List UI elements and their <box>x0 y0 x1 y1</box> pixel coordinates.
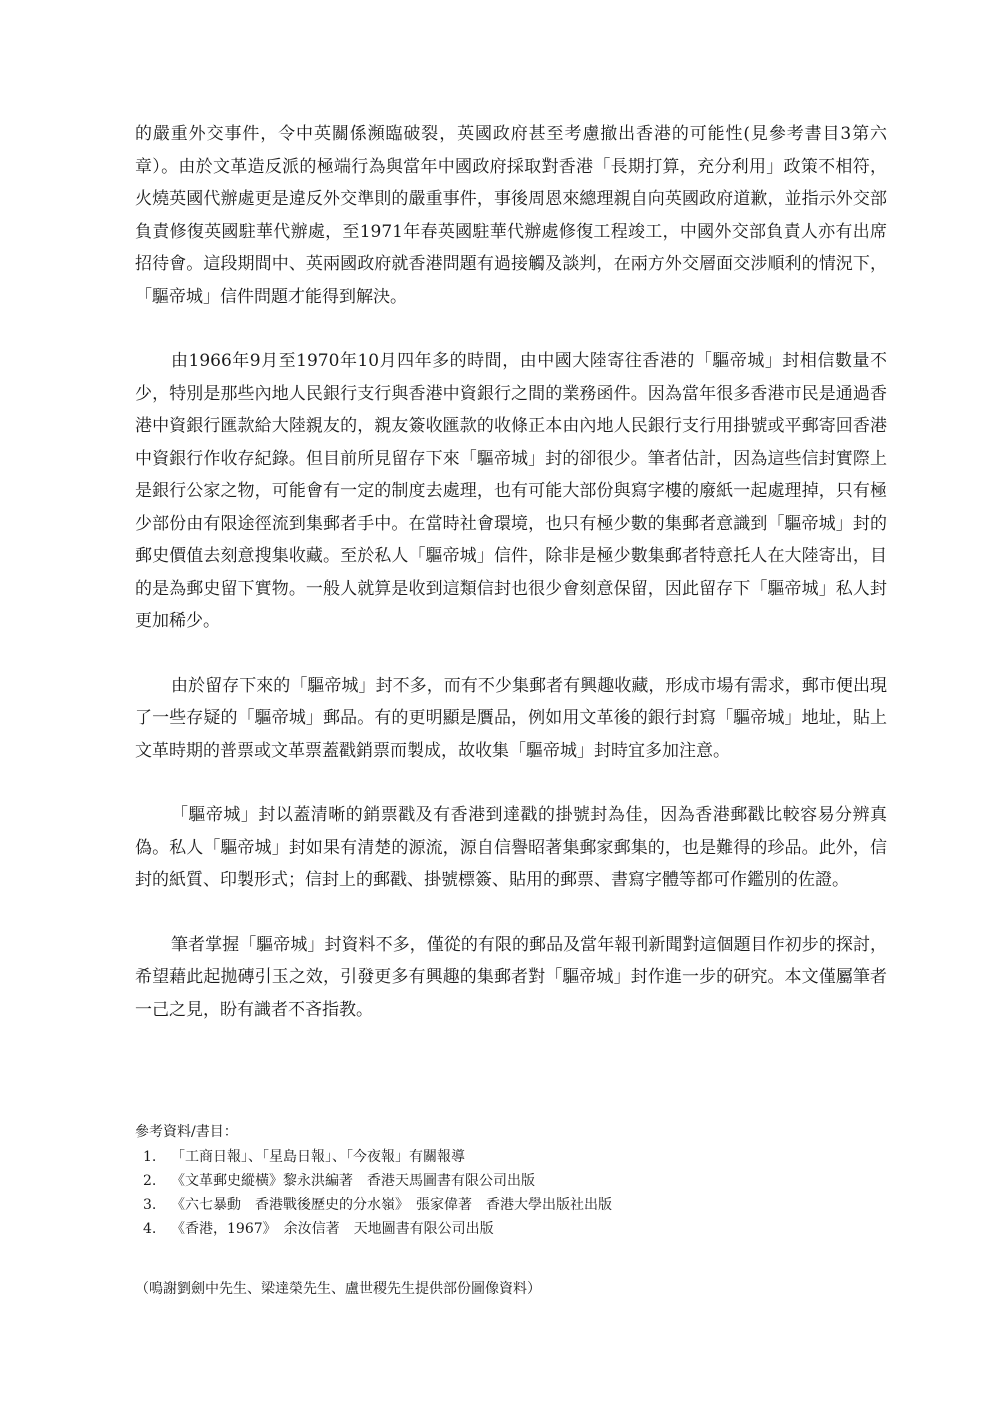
article-body <box>135 118 887 1026</box>
paragraph-1: 的嚴重外交事件，令中英關係瀕臨破裂，英國政府甚至考慮撤出香港的可能性(見參考書目3第六章）。由於文革造反派的極端行為與當年中國政府採取對香港「長期打算，充分利用」政策不相符，火燒英國代辦處更是違反外交準則的嚴重事件，事後周恩來總理親自向英國政府道歉，並指示外交部負責修復英國駐華代辦處，至1971年春英國駐華代辦處修復工程竣工，中國外交部負責人亦有出席招待會。這段期間中、英兩國政府就香港問題有過接觸及談判，在兩方外交層面交涉順利的情況下，「驅帝城」信件問題才能得到解決。 <box>135 124 887 307</box>
references-title: 參考資料/書目： <box>135 1124 238 1140</box>
reference-text: 「工商日報」、「星島日報」、「今夜報」有關報導 <box>171 1149 465 1165</box>
reference-text: 《香港，1967》 余汝信著 天地圖書有限公司出版 <box>171 1221 494 1237</box>
paragraph-3: 由於留存下來的「驅帝城」封不多，而有不少集郵者有興趣收藏，形成市場有需求，郵市便出現了一些存疑的「驅帝城」郵品。有的更明顯是贋品，例如用文革後的銀行封寫「驅帝城」地址，貼上文革時期的普票或文革票蓋戳銷票而製成，故收集「驅帝城」封時宜多加注意。 <box>135 675 887 761</box>
reference-item <box>135 1193 895 1217</box>
reference-number: 1. <box>143 1149 157 1165</box>
references-list <box>135 1145 895 1241</box>
paragraph-4: 「驅帝城」封以蓋清晰的銷票戳及有香港到達戳的掛號封為佳，因為香港郵戳比較容易分辨真偽。私人「驅帝城」封如果有清楚的源流，源自信譽昭著集郵家郵集的，也是難得的珍品。此外，信封的紙質、印製形式；信封上的郵戳、掛號標簽、貼用的郵票、書寫字體等都可作鑑別的佐證。 <box>135 805 887 890</box>
acknowledgement-note: （鳴謝劉劍中先生、梁達榮先生、盧世稷先生提供部份圖像資料） <box>135 1281 541 1297</box>
reference-item <box>135 1145 895 1169</box>
reference-item <box>135 1217 895 1241</box>
reference-item <box>135 1169 895 1193</box>
references-section <box>135 1120 895 1241</box>
paragraph-2: 由1966年9月至1970年10月四年多的時間，由中國大陸寄往香港的「驅帝城」封相信數量不少，特別是那些內地人民銀行支行與香港中資銀行之間的業務函件。因為當年很多香港市民是通過香港中資銀行匯款給大陸親友的，親友簽收匯款的收條正本由內地人民銀行支行用掛號或平郵寄回香港中資銀行作收存紀錄。但目前所見留存下來「驅帝城」封的卻很少。筆者估計，因為這些信封實際上是銀行公家之物，可能會有一定的制度去處理，也有可能大部份與寫字樓的廢紙一起處理掉，只有極少部份由有限途徑流到集郵者手中。在當時社會環境，也只有極少數的集郵者意識到「驅帝城」封的郵史價值去刻意搜集收藏。至於私人「驅帝城」信件，除非是極少數集郵者特意托人在大陸寄出，目的是為郵史留下實物。一般人就算是收到這類信封也很少會刻意保留，因此留存下「驅帝城」私人封更加稀少。 <box>135 351 887 631</box>
reference-number: 4. <box>143 1221 157 1237</box>
reference-text: 《六七暴動 香港戰後歷史的分水嶺》 張家偉著 香港大學出版社出版 <box>171 1197 612 1213</box>
paragraph-5: 筆者掌握「驅帝城」封資料不多，僅從的有限的郵品及當年報刊新聞對這個題目作初步的探討，希望藉此起拋磚引玉之效，引發更多有興趣的集郵者對「驅帝城」封作進一步的研究。本文僅屬筆者一己之見，盼有識者不吝指教。 <box>135 934 887 1020</box>
reference-number: 3. <box>143 1197 157 1213</box>
reference-number: 2. <box>143 1173 157 1189</box>
reference-text: 《文革郵史縱橫》黎永洪編著 香港天馬圖書有限公司出版 <box>171 1173 535 1189</box>
